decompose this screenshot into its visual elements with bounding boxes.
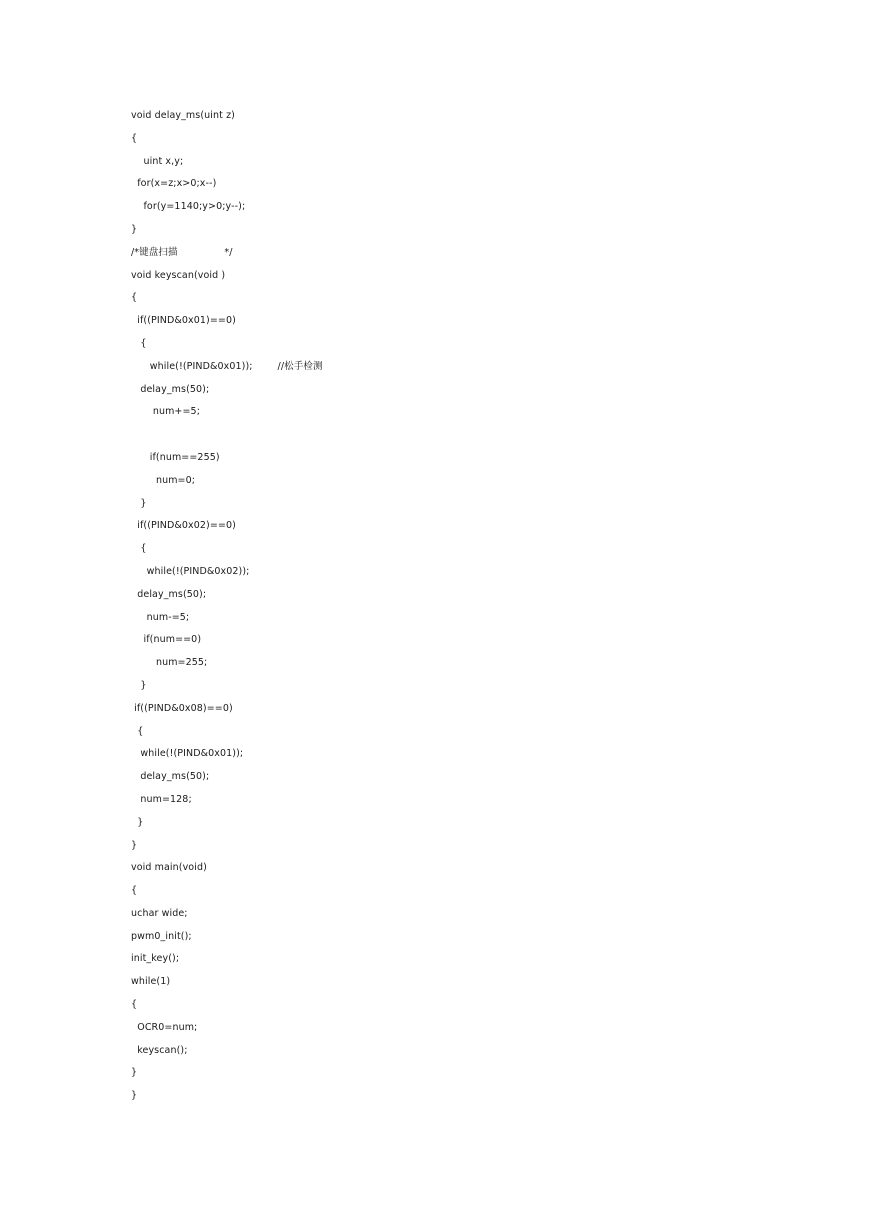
code-line: { bbox=[131, 725, 144, 737]
code-line: void delay_ms(uint z) bbox=[131, 110, 235, 121]
code-line: for(y=1140;y>0;y--); bbox=[131, 201, 246, 213]
code-line: if((PIND&0x02)==0) bbox=[131, 520, 236, 532]
code-line: delay_ms(50); bbox=[131, 383, 210, 395]
code-line: num=0; bbox=[131, 474, 196, 486]
code-line: num+=5; bbox=[131, 406, 200, 418]
code-line: if((PIND&0x08)==0) bbox=[131, 702, 233, 714]
code-line: { bbox=[131, 132, 138, 144]
code-line bbox=[131, 426, 323, 449]
code-line: delay_ms(50); bbox=[131, 771, 210, 783]
code-line: for(x=z;x>0;x--) bbox=[131, 178, 217, 190]
code-line: num=128; bbox=[131, 793, 192, 805]
code-line: if((PIND&0x01)==0) bbox=[131, 315, 236, 327]
code-line: } bbox=[131, 1090, 138, 1102]
code-line: } bbox=[131, 1067, 138, 1079]
code-line: init_key(); bbox=[131, 953, 180, 965]
code-line: pwm0_init(); bbox=[131, 930, 192, 942]
code-line: delay_ms(50); bbox=[131, 588, 207, 600]
code-line: } bbox=[131, 223, 138, 235]
code-line: num-=5; bbox=[131, 611, 190, 623]
code-line: while(!(PIND&0x01)); //松手检测 bbox=[131, 360, 323, 372]
code-line: } bbox=[131, 839, 138, 851]
code-line: { bbox=[131, 885, 138, 897]
code-line: keyscan(); bbox=[131, 1044, 188, 1056]
code-line: void main(void) bbox=[131, 862, 207, 874]
code-line: } bbox=[131, 816, 144, 828]
code-line: { bbox=[131, 292, 138, 304]
code-line: { bbox=[131, 337, 147, 349]
code-line: /*键盘扫描 */ bbox=[131, 246, 233, 258]
code-line: while(!(PIND&0x01)); bbox=[131, 748, 244, 760]
code-line: uint x,y; bbox=[131, 155, 184, 167]
code-line: while(!(PIND&0x02)); bbox=[131, 565, 250, 577]
code-listing bbox=[131, 107, 323, 1110]
code-line: while(1) bbox=[131, 976, 171, 988]
code-line: OCR0=num; bbox=[131, 1021, 198, 1033]
code-line: } bbox=[131, 497, 147, 509]
code-line: num=255; bbox=[131, 657, 208, 669]
code-line: if(num==255) bbox=[131, 451, 220, 463]
code-line: uchar wide; bbox=[131, 907, 188, 919]
code-line: void keyscan(void ) bbox=[131, 269, 226, 281]
code-line: } bbox=[131, 679, 147, 691]
code-line: { bbox=[131, 543, 147, 555]
code-line: if(num==0) bbox=[131, 634, 202, 646]
code-line: { bbox=[131, 999, 138, 1011]
